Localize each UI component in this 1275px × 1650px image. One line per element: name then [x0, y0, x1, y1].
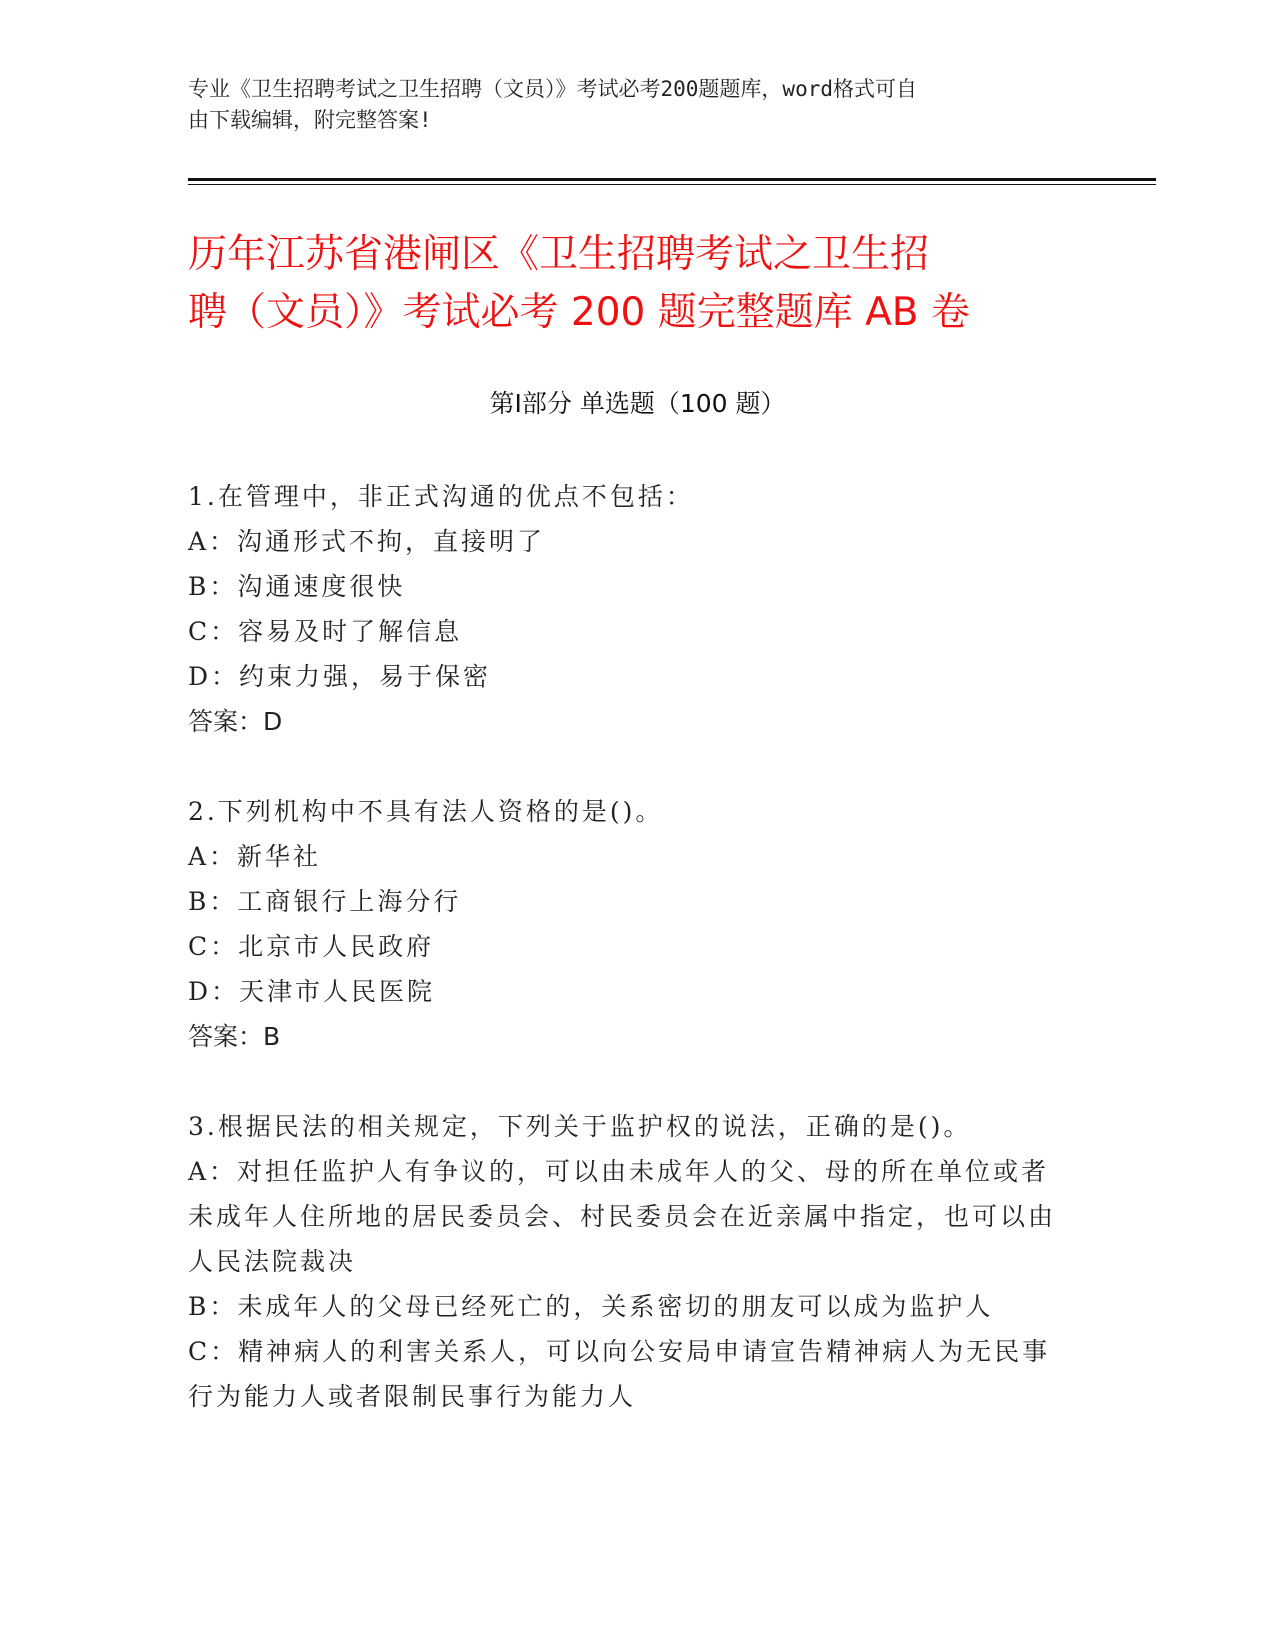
section-title: 第Ⅰ部分 单选题（100 题）	[489, 389, 786, 418]
option-d: D：天津市人民医院	[188, 977, 436, 1006]
document-title-line1: 历年江苏省港闸区《卫生招聘考试之卫生招	[188, 232, 930, 277]
question-item	[188, 1104, 1068, 1419]
option-a: A：对担任监护人有争议的，可以由未成年人的父、母的所在单位或者未成年人住所地的居民委员会、村民委员会在近亲属中指定，也可以由人民法院裁决	[188, 1157, 1057, 1276]
answer: 答案：B	[188, 1022, 281, 1051]
question-item	[188, 789, 1068, 1059]
option-a: A：沟通形式不拘，直接明了	[188, 527, 546, 556]
header-divider-thin	[188, 184, 1156, 185]
question-item	[188, 474, 1068, 744]
header-note-line2: 由下载编辑，附完整答案!	[188, 108, 432, 132]
option-a: A：新华社	[188, 842, 322, 871]
option-d: D：约束力强，易于保密	[188, 662, 492, 691]
question-stem: 2.下列机构中不具有法人资格的是()。	[188, 797, 664, 826]
option-c: C：精神病人的利害关系人，可以向公安局申请宣告精神病人为无民事行为能力人或者限制民事行为能力人	[188, 1337, 1051, 1411]
option-b: B：沟通速度很快	[188, 572, 406, 601]
question-list	[188, 474, 1068, 1464]
option-c: C：容易及时了解信息	[188, 617, 463, 646]
document-title	[188, 226, 1088, 342]
answer: 答案：D	[188, 707, 283, 736]
option-c: C：北京市人民政府	[188, 932, 435, 961]
question-stem: 1.在管理中，非正式沟通的优点不包括：	[188, 482, 694, 511]
question-stem: 3.根据民法的相关规定，下列关于监护权的说法，正确的是()。	[188, 1112, 972, 1141]
document-title-line2: 聘（文员）》考试必考 200 题完整题库 AB 卷	[188, 290, 970, 335]
header-note	[188, 74, 1088, 136]
option-b: B：未成年人的父母已经死亡的，关系密切的朋友可以成为监护人	[188, 1292, 994, 1321]
header-note-line1: 专业《卫生招聘考试之卫生招聘（文员）》考试必考200题题库，word格式可自	[188, 77, 917, 101]
header-divider-thick	[188, 178, 1156, 181]
option-b: B：工商银行上海分行	[188, 887, 462, 916]
